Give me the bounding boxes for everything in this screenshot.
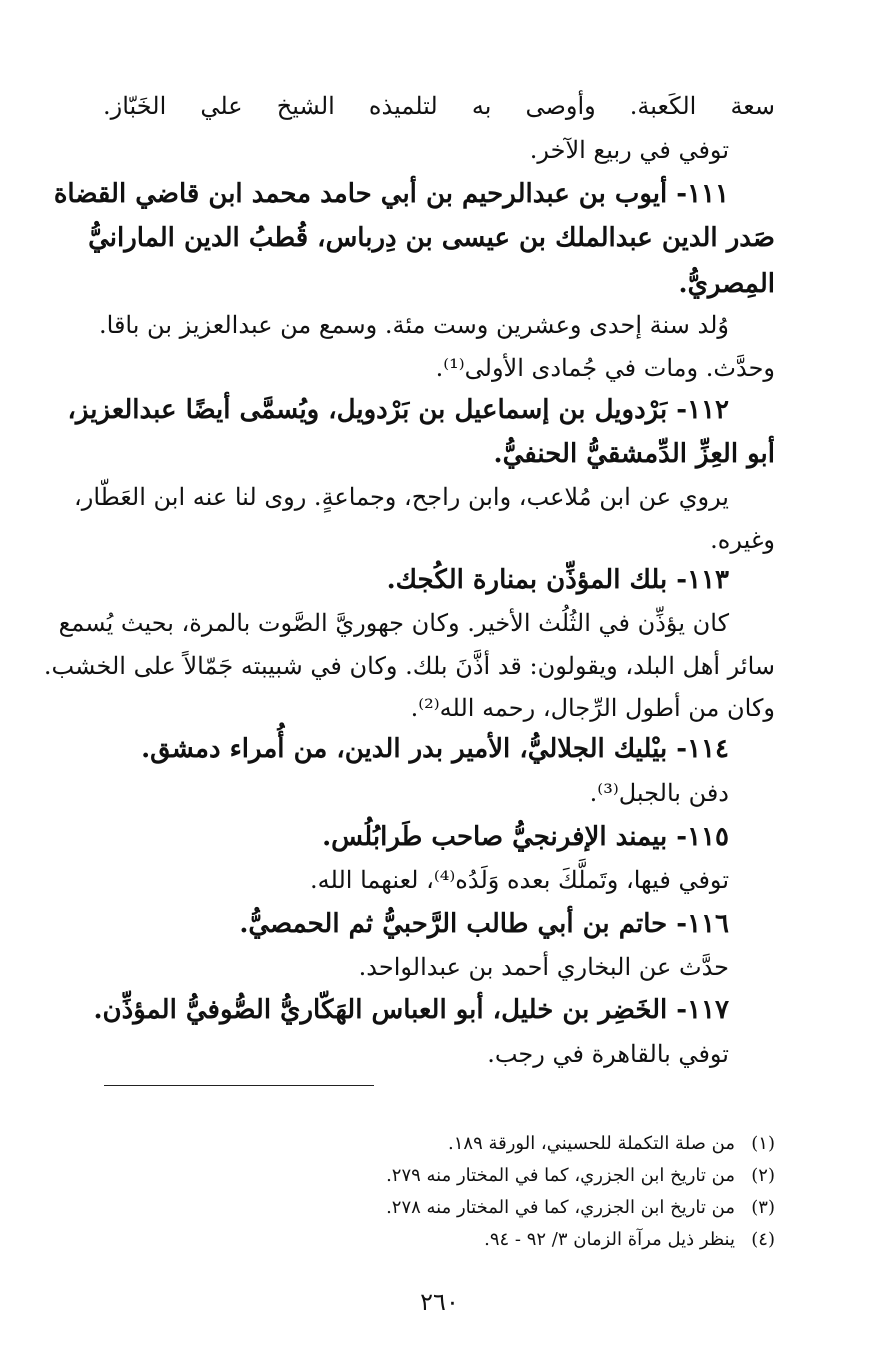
text-line: كان يؤذِّن في الثُلُث الأخير. وكان جهوريَّ الصَّوت بالمرة، بحيث يُسمع xyxy=(58,609,729,637)
footnote-number: (٤) xyxy=(751,1229,775,1250)
entry-heading-113: ١١٣- بلك المؤذِّن بمنارة الكُجك. xyxy=(386,565,729,595)
text-line: حدَّث عن البخاري أحمد بن عبدالواحد. xyxy=(358,953,729,981)
entry-heading-line: صَدر الدين عبدالملك بن عيسى بن دِرباس، قُطبُ الدين المارانيُّ xyxy=(88,223,775,253)
footnote-separator xyxy=(104,1085,374,1086)
text-line: توفي في ربيع الآخر. xyxy=(529,136,729,164)
footnote-number: (٢) xyxy=(751,1165,775,1186)
text-line: توفي بالقاهرة في رجب. xyxy=(487,1040,729,1068)
entry-heading-line: أبو العِزِّ الدِّمشقيُّ الحنفيُّ. xyxy=(493,439,775,469)
footnote-text: من صلة التكملة للحسيني، الورقة ١٨٩. xyxy=(448,1133,735,1154)
page-number: ٢٦٠ xyxy=(420,1288,459,1316)
text-line: دفن بالجبل⁽³⁾. xyxy=(589,779,729,807)
footnote-number: (١) xyxy=(751,1133,775,1154)
entry-heading-111: ١١١- أيوب بن عبدالرحيم بن أبي حامد محمد ابن قاضي القضاة xyxy=(53,179,729,209)
footnote xyxy=(386,1194,775,1222)
footnote xyxy=(386,1162,775,1190)
text-line: وحدَّث. ومات في جُمادى الأولى⁽¹⁾. xyxy=(435,354,775,382)
footnote-text: من تاريخ ابن الجزري، كما في المختار منه ٢٧٨. xyxy=(386,1197,735,1218)
text-line: يروي عن ابن مُلاعب، وابن راجح، وجماعةٍ. روى لنا عنه ابن العَطّار، xyxy=(74,483,729,511)
footnote xyxy=(484,1226,775,1254)
text-line: وغيره. xyxy=(710,526,775,554)
entry-heading-112: ١١٢- بَرْدويل بن إسماعيل بن بَرْدويل، ويُسمَّى أيضًا عبدالعزيز، xyxy=(67,395,729,425)
entry-heading-line: المِصريُّ. xyxy=(678,269,775,299)
text-line: وكان من أطول الرِّجال، رحمه الله⁽²⁾. xyxy=(410,694,775,722)
footnote-text: من تاريخ ابن الجزري، كما في المختار منه ٢٧٩. xyxy=(386,1165,735,1186)
text-line: وُلد سنة إحدى وعشرين وست مئة. وسمع من عبدالعزيز بن باقا. xyxy=(99,311,729,339)
entry-heading-116: ١١٦- حاتم بن أبي طالب الرَّحبيُّ ثم الحمصيُّ. xyxy=(239,909,729,939)
footnote xyxy=(448,1130,775,1158)
footnote-number: (٣) xyxy=(751,1197,775,1218)
text-line: سعة الكَعبة. وأوصى به لتلميذه الشيخ علي الخَبّاز. xyxy=(103,92,775,120)
entry-heading-114: ١١٤- بيْليك الجلاليُّ، الأمير بدر الدين، من أُمراء دمشق. xyxy=(141,734,729,764)
text-line: توفي فيها، وتَملَّكَ بعده وَلَدُه⁽⁴⁾، لعنهما الله. xyxy=(310,866,729,894)
entry-heading-115: ١١٥- بيمند الإفرنجيُّ صاحب طَرابُلُس. xyxy=(322,822,729,852)
footnote-text: ينظر ذيل مرآة الزمان ٣/ ٩٢ - ٩٤. xyxy=(484,1229,735,1250)
text-line: سائر أهل البلد، ويقولون: قد أذَّنَ بلك. وكان في شبيبته جَمّالاً على الخشب. xyxy=(43,652,775,680)
entry-heading-117: ١١٧- الخَضِر بن خليل، أبو العباس الهَكّاريُّ الصُّوفيُّ المؤذِّن. xyxy=(93,995,729,1025)
